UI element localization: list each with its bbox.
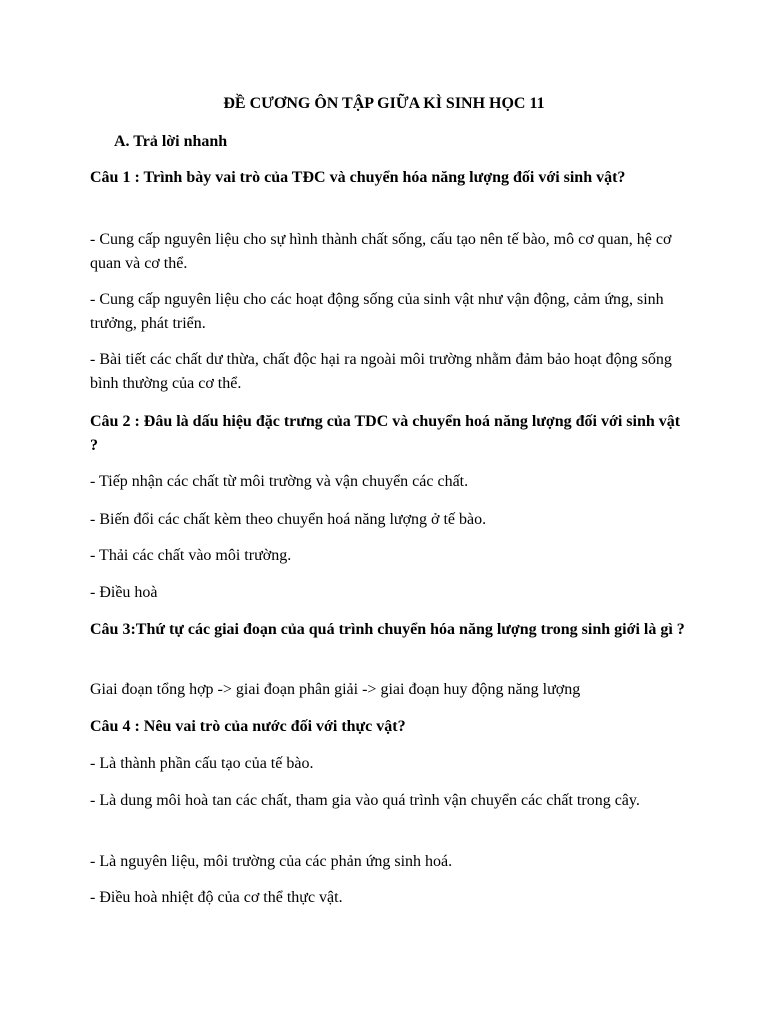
question-3: Câu 3:Thứ tự các giai đoạn của quá trình chuyển hóa năng lượng trong sinh giới là gì ? [90, 621, 685, 638]
question-2-answer-1: - Tiếp nhận các chất từ môi trường và vận chuyển các chất. [90, 473, 469, 490]
document-title: ĐỀ CƯƠNG ÔN TẬP GIỮA KÌ SINH HỌC 11 [223, 95, 545, 112]
question-2-answer-4: - Điều hoà [90, 584, 158, 601]
question-2-answer-3: - Thải các chất vào môi trường. [90, 547, 292, 564]
question-1-answer-1: - Cung cấp nguyên liệu cho sự hình thành chất sống, cấu tạo nên tế bào, mô cơ quan, hệ cơ quan và cơ thể. [90, 231, 672, 272]
question-2-answer-2: - Biến đổi các chất kèm theo chuyển hoá năng lượng ở tế bào. [90, 511, 487, 528]
question-1: Câu 1 : Trình bày vai trò của TĐC và chuyển hóa năng lượng đối với sinh vật? [90, 169, 626, 186]
question-1-answer-2: - Cung cấp nguyên liệu cho các hoạt động sống của sinh vật như vận động, cảm ứng, sinh trưởng, phát triển. [90, 291, 664, 332]
question-4-answer-3: - Là nguyên liệu, môi trường của các phản ứng sinh hoá. [90, 853, 453, 870]
question-3-answer-1: Giai đoạn tổng hợp -> giai đoạn phân giải -> giai đoạn huy động năng lượng [90, 681, 581, 698]
question-4-answer-2: - Là dung môi hoà tan các chất, tham gia vào quá trình vận chuyển các chất trong cây. [90, 792, 640, 809]
question-4: Câu 4 : Nêu vai trò của nước đối với thực vật? [90, 718, 406, 735]
section-heading: A. Trả lời nhanh [114, 133, 228, 150]
question-4-answer-4: - Điều hoà nhiệt độ của cơ thể thực vật. [90, 889, 343, 906]
question-1-answer-3: - Bài tiết các chất dư thừa, chất độc hại ra ngoài môi trường nhằm đảm bảo hoạt động sống bình thường của cơ thể. [90, 351, 672, 392]
question-4-answer-1: - Là thành phần cấu tạo của tế bào. [90, 755, 314, 772]
question-2: Câu 2 : Đâu là dấu hiệu đặc trưng của TDC và chuyển hoá năng lượng đối với sinh vật ? [90, 413, 681, 454]
